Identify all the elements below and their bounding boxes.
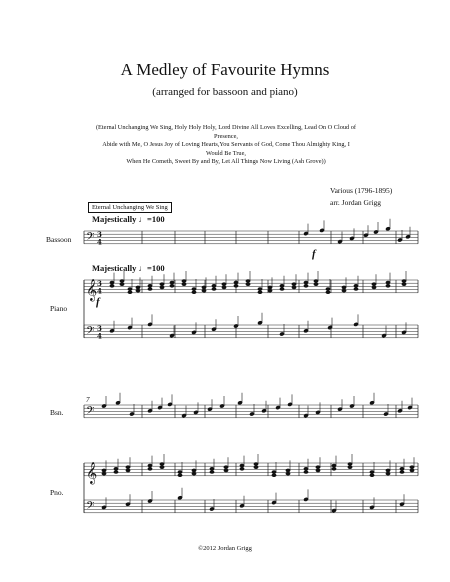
note-head: [110, 281, 114, 284]
note-head: [372, 283, 376, 286]
note-head: [160, 466, 164, 469]
note-head: [268, 289, 272, 292]
note-head: [304, 471, 308, 474]
dynamic-marking-bassoon: f: [312, 248, 316, 260]
hymn-list-line: (Eternal Unchanging We Sing, Holy Holy Holy, Lord Divine All Loves Excelling, Lead On O Cloud of Presence,: [95, 124, 357, 140]
note-head: [304, 281, 308, 284]
note-head: [224, 466, 228, 469]
bass-clef: 𝄢: [86, 230, 95, 246]
note-head: [316, 469, 320, 472]
note-head: [332, 467, 336, 470]
note-head: [178, 474, 182, 477]
page-title: A Medley of Favourite Hymns: [120, 60, 330, 79]
note-head: [272, 471, 276, 474]
note-head: [210, 467, 214, 470]
note-head: [332, 464, 336, 467]
note-head: [316, 466, 320, 469]
note-head: [386, 281, 390, 284]
note-head: [272, 474, 276, 477]
page-subtitle: (arranged for bassoon and piano): [152, 86, 298, 98]
copyright-notice: ©2012 Jordan Grigg: [198, 545, 252, 552]
note-head: [372, 286, 376, 289]
note-head: [370, 474, 374, 477]
note-head: [348, 466, 352, 469]
time-signature: 3: [97, 324, 102, 333]
note-head: [160, 286, 164, 289]
note-head: [192, 472, 196, 475]
time-signature: 4: [97, 237, 102, 247]
note-head: [102, 469, 106, 472]
bass-clef: 𝄢: [86, 324, 95, 340]
note-head: [400, 467, 404, 470]
hymn-list-line: Abide with Me, O Jesus Joy of Loving Hearts,You Servants of God, Come Thou Almighty King, I Would Be True,: [102, 141, 350, 157]
note-head: [268, 286, 272, 289]
note-head: [222, 286, 226, 289]
note-head: [224, 469, 228, 472]
note-head: [128, 288, 132, 291]
note-head: [160, 283, 164, 286]
measure-number: 7: [86, 396, 90, 404]
note-head: [202, 286, 206, 289]
note-head: [178, 471, 182, 474]
note-head: [370, 471, 374, 474]
note-head: [286, 469, 290, 472]
note-head: [136, 286, 140, 289]
note-head: [410, 466, 414, 469]
note-head: [386, 284, 390, 287]
hymn-list-line: When He Cometh, Sweet By and By, Let All Things Now Living (Ash Grove)): [126, 158, 326, 166]
note-head: [314, 283, 318, 286]
note-head: [114, 471, 118, 474]
note-head: [148, 288, 152, 291]
note-head: [402, 283, 406, 286]
note-head: [170, 281, 174, 284]
note-head: [402, 280, 406, 283]
note-head: [286, 472, 290, 475]
note-head: [258, 288, 262, 291]
note-head: [240, 467, 244, 470]
note-head: [240, 464, 244, 467]
note-head: [342, 289, 346, 292]
note-head: [192, 291, 196, 294]
instrument-label-bassoon: Bassoon: [46, 235, 72, 244]
note-head: [128, 291, 132, 294]
dynamic-marking-piano: f: [96, 296, 100, 308]
note-head: [120, 280, 124, 283]
note-head: [170, 284, 174, 287]
note-head: [386, 469, 390, 472]
note-head: [386, 472, 390, 475]
note-head: [148, 467, 152, 470]
note-head: [280, 284, 284, 287]
note-head: [210, 471, 214, 474]
note-head: [212, 284, 216, 287]
note-head: [126, 469, 130, 472]
note-head: [182, 280, 186, 283]
note-head: [354, 288, 358, 291]
section-label: Eternal Unchanging We Sing: [88, 202, 172, 213]
note-head: [160, 463, 164, 466]
note-head: [348, 463, 352, 466]
note-head: [246, 280, 250, 283]
note-head: [114, 467, 118, 470]
treble-clef: 𝄞: [86, 461, 98, 484]
note-head: [354, 284, 358, 287]
note-head: [234, 284, 238, 287]
tempo-marking-top: Majestically ♩=100: [92, 214, 165, 224]
bass-clef: 𝄢: [86, 499, 95, 515]
note-head: [314, 280, 318, 283]
note-head: [148, 464, 152, 467]
treble-clef: 𝄞: [86, 278, 98, 301]
note-head: [326, 291, 330, 294]
note-head: [326, 288, 330, 291]
time-signature: 3: [97, 279, 102, 288]
note-head: [182, 283, 186, 286]
arranger-credit: arr. Jordan Grigg: [330, 198, 382, 207]
note-head: [280, 288, 284, 291]
note-head: [192, 469, 196, 472]
note-head: [212, 288, 216, 291]
note-head: [342, 286, 346, 289]
time-signature: 4: [97, 286, 102, 296]
note-head: [304, 284, 308, 287]
note-head: [258, 291, 262, 294]
note-head: [254, 463, 258, 466]
note-head: [410, 469, 414, 472]
note-head: [202, 289, 206, 292]
note-head: [304, 467, 308, 470]
note-head: [102, 472, 106, 475]
note-head: [246, 283, 250, 286]
instrument-label-piano: Piano: [50, 304, 68, 313]
composer-credit: Various (1796-1895): [330, 186, 393, 195]
time-signature: 4: [97, 331, 102, 341]
bass-clef: 𝄢: [86, 404, 95, 420]
instrument-label-piano-short: Pno.: [50, 488, 64, 497]
time-signature: 3: [97, 230, 102, 239]
note-head: [400, 471, 404, 474]
note-head: [234, 281, 238, 284]
note-head: [192, 288, 196, 291]
note-head: [148, 284, 152, 287]
note-head: [292, 283, 296, 286]
note-head: [136, 289, 140, 292]
tempo-marking-piano: Majestically ♩=100: [92, 263, 165, 273]
note-head: [292, 286, 296, 289]
instrument-label-bassoon-short: Bsn.: [50, 408, 64, 417]
note-head: [126, 466, 130, 469]
note-head: [254, 466, 258, 469]
note-head: [110, 284, 114, 287]
note-head: [222, 283, 226, 286]
note-head: [120, 283, 124, 286]
